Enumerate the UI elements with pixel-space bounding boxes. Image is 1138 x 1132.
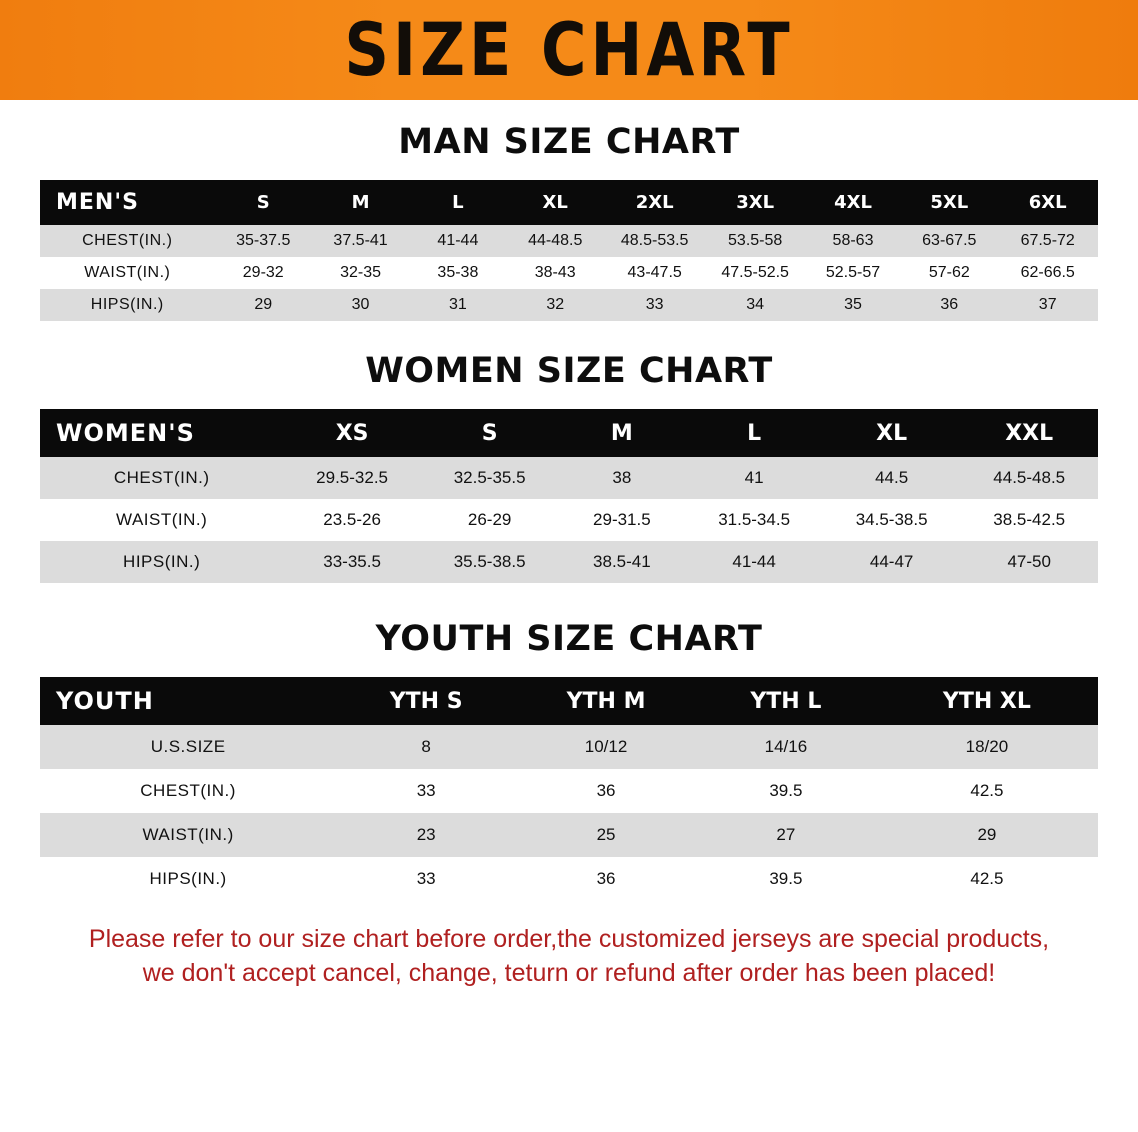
table-row (40, 541, 1098, 583)
man-cell: 29-32 (215, 257, 312, 289)
women-cell: 23.5-26 (283, 499, 421, 541)
man-cell: 58-63 (805, 225, 901, 257)
man-cell: 29 (215, 289, 312, 321)
man-cell: 34 (705, 289, 804, 321)
women-cell: 44-47 (823, 541, 961, 583)
youth-header-cell: YTH XL (876, 677, 1098, 725)
man-cell: 48.5-53.5 (604, 225, 706, 257)
women-table-header-row (40, 409, 1098, 457)
women-cell: 38.5-42.5 (960, 499, 1098, 541)
women-cell: 33-35.5 (283, 541, 421, 583)
women-header-cell: WOMEN'S (40, 409, 283, 457)
women-header-cell: XL (823, 409, 961, 457)
women-cell: 44.5 (823, 457, 961, 499)
women-cell: 41 (685, 457, 823, 499)
man-table-wrapper (0, 180, 1138, 321)
page-title: SIZE CHART (344, 6, 794, 93)
women-cell: 26-29 (421, 499, 559, 541)
women-cell: 35.5-38.5 (421, 541, 559, 583)
women-cell: 41-44 (685, 541, 823, 583)
youth-header-cell: YOUTH (40, 677, 336, 725)
man-cell: 52.5-57 (805, 257, 901, 289)
youth-header-cell: YTH S (336, 677, 516, 725)
man-cell: 57-62 (901, 257, 997, 289)
youth-cell: 14/16 (696, 725, 876, 769)
table-row (40, 857, 1098, 901)
man-cell: 37 (997, 289, 1098, 321)
man-section-title: MAN SIZE CHART (398, 122, 740, 162)
youth-cell: 33 (336, 857, 516, 901)
table-row (40, 813, 1098, 857)
youth-table-wrapper (0, 677, 1138, 901)
policy-note-line-2: we don't accept cancel, change, teturn or refund after order has been placed! (142, 958, 996, 987)
man-cell: 32 (507, 289, 604, 321)
youth-cell: 23 (336, 813, 516, 857)
man-header-cell: L (409, 180, 506, 225)
youth-cell: 42.5 (876, 857, 1098, 901)
man-header-cell: S (215, 180, 312, 225)
man-row-label: CHEST(IN.) (40, 225, 215, 257)
women-cell: 38 (558, 457, 685, 499)
man-cell: 31 (409, 289, 506, 321)
man-header-cell: 6XL (997, 180, 1098, 225)
women-header-cell: S (421, 409, 559, 457)
man-header-cell: XL (507, 180, 604, 225)
youth-cell: 42.5 (876, 769, 1098, 813)
youth-header-cell: YTH L (696, 677, 876, 725)
women-size-table (40, 409, 1098, 583)
youth-header-cell: YTH M (516, 677, 696, 725)
man-header-cell: 4XL (805, 180, 901, 225)
youth-row-label: HIPS(IN.) (40, 857, 336, 901)
women-cell: 31.5-34.5 (685, 499, 823, 541)
man-cell: 63-67.5 (901, 225, 997, 257)
women-row-label: CHEST(IN.) (40, 457, 283, 499)
man-cell: 36 (901, 289, 997, 321)
women-cell: 47-50 (960, 541, 1098, 583)
table-row (40, 499, 1098, 541)
table-row (40, 289, 1098, 321)
women-cell: 38.5-41 (558, 541, 685, 583)
women-cell: 34.5-38.5 (823, 499, 961, 541)
man-header-cell: 2XL (604, 180, 706, 225)
man-cell: 35 (805, 289, 901, 321)
man-cell: 35-38 (409, 257, 506, 289)
policy-note-line-1: Please refer to our size chart before order,the customized jerseys are special products, (88, 925, 1050, 953)
man-cell: 38-43 (507, 257, 604, 289)
man-cell: 33 (604, 289, 706, 321)
youth-table-header-row (40, 677, 1098, 725)
table-row (40, 769, 1098, 813)
youth-cell: 39.5 (696, 857, 876, 901)
man-cell: 67.5-72 (997, 225, 1098, 257)
women-row-label: HIPS(IN.) (40, 541, 283, 583)
women-cell: 29-31.5 (558, 499, 685, 541)
man-table-header-row (40, 180, 1098, 225)
women-section-title: WOMEN SIZE CHART (365, 351, 773, 391)
man-header-cell: 5XL (901, 180, 997, 225)
youth-section-title: YOUTH SIZE CHART (375, 619, 763, 659)
man-cell: 37.5-41 (312, 225, 409, 257)
women-cell: 29.5-32.5 (283, 457, 421, 499)
man-cell: 32-35 (312, 257, 409, 289)
women-header-cell: L (685, 409, 823, 457)
youth-cell: 39.5 (696, 769, 876, 813)
women-cell: 32.5-35.5 (421, 457, 559, 499)
women-header-cell: XS (283, 409, 421, 457)
youth-cell: 36 (516, 769, 696, 813)
youth-row-label: U.S.SIZE (40, 725, 336, 769)
man-cell: 53.5-58 (705, 225, 804, 257)
youth-cell: 33 (336, 769, 516, 813)
man-header-cell: M (312, 180, 409, 225)
youth-cell: 18/20 (876, 725, 1098, 769)
man-cell: 30 (312, 289, 409, 321)
man-cell: 44-48.5 (507, 225, 604, 257)
youth-cell: 8 (336, 725, 516, 769)
man-cell: 35-37.5 (215, 225, 312, 257)
table-row (40, 457, 1098, 499)
table-row (40, 725, 1098, 769)
youth-cell: 25 (516, 813, 696, 857)
women-header-cell: M (558, 409, 685, 457)
youth-row-label: WAIST(IN.) (40, 813, 336, 857)
women-header-cell: XXL (960, 409, 1098, 457)
women-cell: 44.5-48.5 (960, 457, 1098, 499)
man-size-table (40, 180, 1098, 321)
youth-row-label: CHEST(IN.) (40, 769, 336, 813)
man-cell: 62-66.5 (997, 257, 1098, 289)
table-row (40, 225, 1098, 257)
man-cell: 47.5-52.5 (705, 257, 804, 289)
policy-note (34, 923, 1104, 991)
women-table-wrapper (0, 409, 1138, 583)
women-row-label: WAIST(IN.) (40, 499, 283, 541)
youth-cell: 27 (696, 813, 876, 857)
man-cell: 43-47.5 (604, 257, 706, 289)
youth-cell: 10/12 (516, 725, 696, 769)
man-cell: 41-44 (409, 225, 506, 257)
youth-size-table (40, 677, 1098, 901)
youth-cell: 29 (876, 813, 1098, 857)
youth-cell: 36 (516, 857, 696, 901)
man-row-label: WAIST(IN.) (40, 257, 215, 289)
header-banner (0, 0, 1138, 100)
man-row-label: HIPS(IN.) (40, 289, 215, 321)
man-header-cell: 3XL (705, 180, 804, 225)
table-row (40, 257, 1098, 289)
man-header-cell: MEN'S (40, 180, 215, 225)
